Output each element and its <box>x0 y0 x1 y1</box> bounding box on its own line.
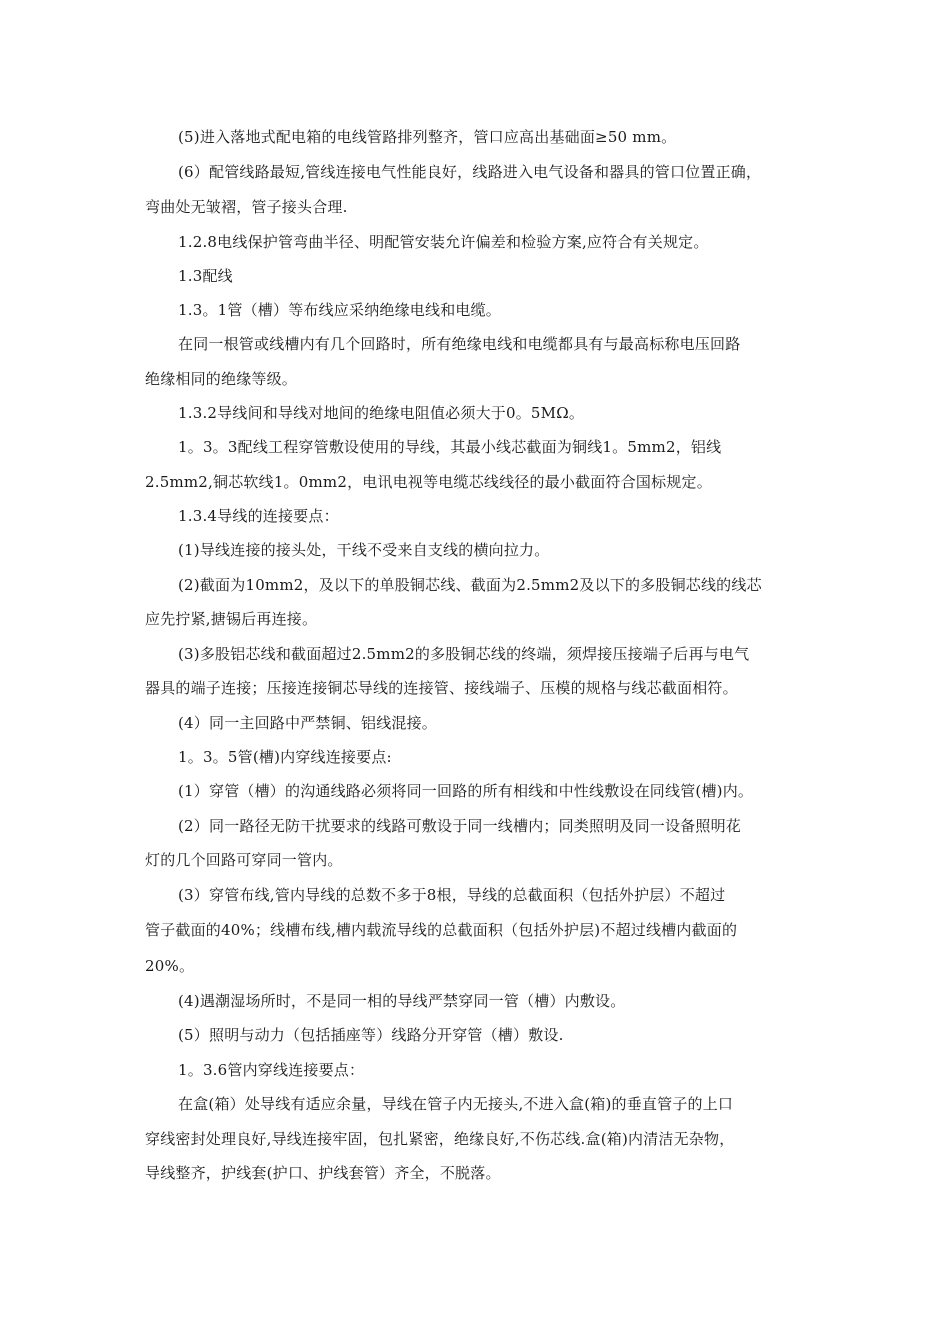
text-line: 2.5mm2,铜芯软线1。0mm2，电讯电视等电缆芯线线径的最小截面符合国标规定。 <box>145 473 712 491</box>
text-line: 1.3.4导线的连接要点： <box>178 507 339 525</box>
text-line: 1.3。1管（槽）等布线应采纳绝缘电线和电缆。 <box>178 301 502 319</box>
text-line: (3）穿管布线,管内导线的总数不多于8根，导线的总截面积（包括外护层）不超过 <box>178 886 726 904</box>
text-line: (1）穿管（槽）的沟通线路必须将同一回路的所有相线和中性线敷设在同线管(槽)内。 <box>178 782 754 800</box>
text-line: 在同一根管或线槽内有几个回路时，所有绝缘电线和电缆都具有与最高标称电压回路 <box>178 335 741 353</box>
text-line: (4）同一主回路中严禁铜、铝线混接。 <box>178 714 437 732</box>
text-line: (3)多股铝芯线和截面超过2.5mm2的多股铜芯线的终端，须焊接压接端子后再与电气 <box>178 645 750 663</box>
text-line: 1.3配线 <box>178 267 233 285</box>
text-line: (4)遇潮湿场所时，不是同一相的导线严禁穿同一管（槽）内敷设。 <box>178 992 626 1010</box>
text-line: 绝缘相同的绝缘等级。 <box>145 370 298 388</box>
text-line: 1。3。5管(槽)内穿线连接要点: <box>178 748 392 766</box>
text-line: 1。3。3配线工程穿管敷设使用的导线，其最小线芯截面为铜线1。5mm2，铝线 <box>178 438 722 456</box>
text-line: 管子截面的40%；线槽布线,槽内载流导线的总截面积（包括外护层)不超过线槽内截面的 <box>145 921 738 939</box>
text-line: (5)进入落地式配电箱的电线管路排列整齐，管口应高出基础面≥50 mm。 <box>178 128 677 146</box>
text-line: 灯的几个回路可穿同一管内。 <box>145 851 343 869</box>
text-line: (1)导线连接的接头处，干线不受来自支线的横向拉力。 <box>178 541 550 559</box>
text-line: 导线整齐，护线套(护口、护线套管）齐全，不脱落。 <box>145 1164 501 1182</box>
text-line: (2）同一路径无防干扰要求的线路可敷设于同一线槽内；同类照明及同一设备照明花 <box>178 817 741 835</box>
text-line: 穿线密封处理良好,导线连接牢固，包扎紧密，绝缘良好,不伤芯线.盒(箱)内清洁无杂物， <box>145 1130 735 1148</box>
text-line: 弯曲处无皱褶，管子接头合理. <box>145 198 348 216</box>
text-line: (5）照明与动力（包括插座等）线路分开穿管（槽）敷设. <box>178 1026 564 1044</box>
text-line: 1.3.2导线间和导线对地间的绝缘电阻值必须大于0。5MΩ。 <box>178 404 585 422</box>
text-line: 20%。 <box>145 957 195 975</box>
text-line: (6）配管线路最短,管线连接电气性能良好，线路进入电气设备和器具的管口位置正确， <box>178 163 762 181</box>
text-line: (2)截面为10mm2，及以下的单股铜芯线、截面为2.5mm2及以下的多股铜芯线的线芯 <box>178 576 762 594</box>
text-line: 1。3.6管内穿线连接要点： <box>178 1061 365 1079</box>
text-line: 1.2.8电线保护管弯曲半径、明配管安装允许偏差和检验方案,应符合有关规定。 <box>178 233 709 251</box>
text-line: 应先拧紧,搪锡后再连接。 <box>145 610 318 628</box>
text-line: 器具的端子连接；压接连接铜芯导线的连接管、接线端子、压模的规格与线芯截面相符。 <box>145 679 738 697</box>
text-line: 在盒(箱）处导线有适应余量，导线在管子内无接头,不进入盒(箱)的垂直管子的上口 <box>178 1095 734 1113</box>
